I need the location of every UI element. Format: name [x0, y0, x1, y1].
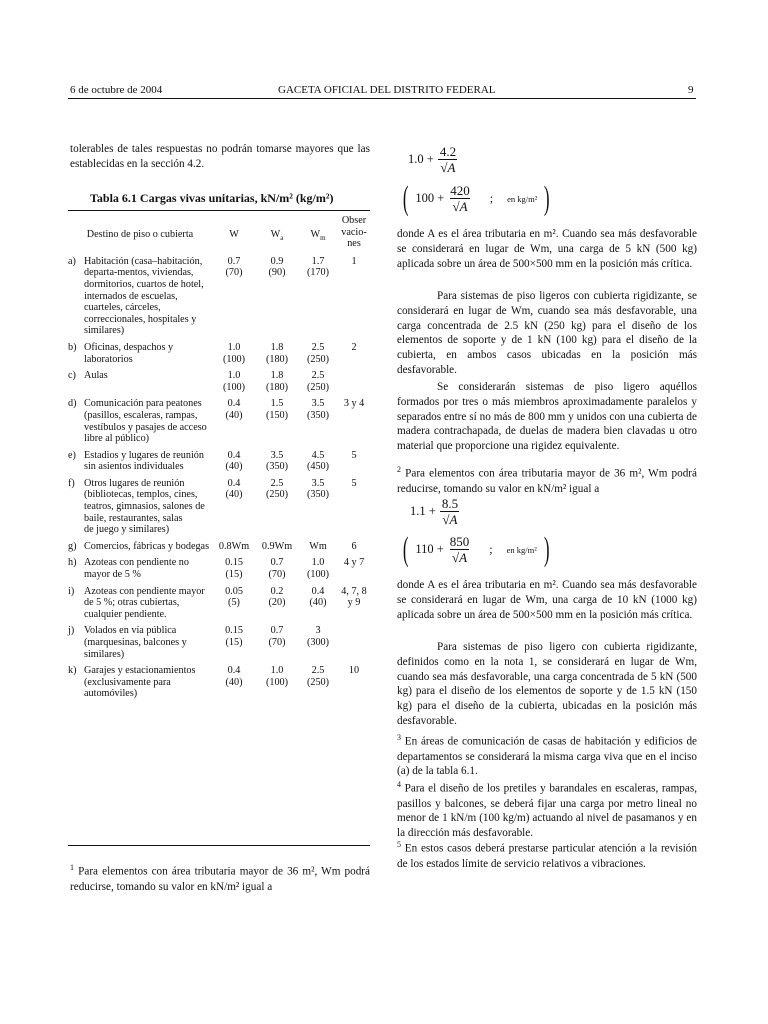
row-obs: 4 y 7 [343, 557, 365, 569]
table-top-rule [68, 210, 370, 211]
table-row [68, 250, 370, 337]
col-wm: $W_m$ [310, 229, 326, 243]
footnote-5-text: En estos casos deberá prestarse particular atención a la revisión de los estados límite de servicio relativos a vibraciones. [397, 842, 697, 870]
row-obs: 10 [348, 665, 360, 677]
equation-4: ( 110 + $\frac{850}{√A}$ ; en kg/m² ) [402, 530, 550, 568]
row-obs: 1 [351, 255, 357, 267]
page-number: 9 [688, 84, 694, 96]
footnote-4 [397, 778, 697, 841]
footnote-5 [397, 838, 697, 871]
row-obs [338, 620, 370, 660]
row-wa: 0.7 (70) [268, 557, 286, 581]
row-wa: 0.9Wm [261, 540, 293, 552]
row-w: 0.4 (40) [225, 398, 243, 421]
row-label: f) [68, 477, 75, 489]
row-obs: 2 [351, 341, 357, 353]
equation-3: 1.1 + $\frac{8.5}{√A}$ [410, 496, 459, 527]
row-obs: 4, 7, 8 y 9 [341, 585, 367, 609]
footnote-1-mark: 1 [70, 863, 74, 872]
table-header-row [68, 213, 370, 250]
row-destino: Otros lugares de reunión (bibliotecas, templos, cines, teatros, gimnasios, salones de baile, restaurantes, salas de juego y similares) [84, 477, 205, 536]
col-obs: Obser vacio- nes [341, 215, 367, 250]
footnote-3-mark: 3 [397, 733, 401, 742]
footnote-3 [397, 731, 697, 779]
header-rule [68, 98, 696, 99]
table-row [68, 581, 370, 621]
row-w: 1.0 (100) [222, 370, 246, 393]
row-wm: 3 (300) [306, 625, 330, 648]
row-wa: 2.5 (250) [265, 477, 289, 501]
row-label: h) [68, 557, 77, 569]
table-row [68, 536, 370, 553]
paragraph-3: Se considerarán sistemas de piso ligero aquéllos formados por tres o más miembros aproximadamente paralelos y separados entre sí no más de 800 mm y unidos con una cubierta de madera contrachapada, de duelas de madera bien clavadas u otro material que proporcione una rigidez equivalente. [397, 381, 697, 453]
paragraph-1: donde A es el área tributaria en m². Cuando sea más desfavorable se considerará en lugar de Wm, una carga de 5 kN (500 kg) aplicada sobre un área de 500×500 mm en la posición más crítica. [397, 228, 697, 270]
row-wm: 3.5 (350) [306, 398, 330, 421]
row-w: 0.15 (15) [225, 625, 243, 648]
row-label: d) [68, 398, 77, 410]
live-loads-table [68, 213, 370, 700]
paragraph-2: Para sistemas de piso ligeros con cubierta rigidizante, se considerará en lugar de Wm, cuando sea más desfavorable, una carga concentrada de 2.5 kN (250 kg) para el diseño de los elementos de soporte y de 1 kN (100 kg) para el diseño de la cubierta, en ambos casos ubicadas en la posición más desfavorable. [397, 290, 697, 376]
row-wa: 0.7 (70) [268, 625, 286, 648]
row-destino: Azoteas con pendiente mayor de 5 %; otras cubiertas, cualquier pendiente. [84, 585, 205, 620]
footnote-4-mark: 4 [397, 780, 401, 789]
row-obs: 3 y 4 [343, 398, 365, 410]
footnote-2 [397, 463, 697, 496]
row-label: e) [68, 449, 76, 461]
col-w: W [229, 229, 239, 240]
row-wm: 2.5 (250) [306, 665, 330, 688]
row-wm: 0.4 (40) [309, 585, 327, 609]
row-destino: Azoteas con pendiente no mayor de 5 % [84, 557, 189, 581]
row-wm: 2.5 (250) [306, 370, 330, 393]
row-label: b) [68, 341, 77, 353]
row-label: g) [68, 540, 77, 552]
footnote-5-mark: 5 [397, 840, 401, 849]
row-w: 0.4 (40) [225, 477, 243, 501]
table-row [68, 365, 370, 393]
row-w: 1.0 (100) [222, 341, 246, 365]
row-wa: 0.2 (20) [268, 585, 286, 609]
row-obs: 6 [351, 540, 357, 552]
footnote-2-mark: 2 [397, 465, 401, 474]
table-row [68, 393, 370, 444]
header-title: GACETA OFICIAL DEL DISTRITO FEDERAL [278, 84, 496, 96]
row-wm: 2.5 (250) [306, 341, 330, 365]
row-destino: Comercios, fábricas y bodegas [84, 540, 210, 552]
footnote-4-text: Para el diseño de los pretiles y barandales en escaleras, rampas, pasillos y balcones, se deberá fijar una carga por metro lineal no menor de 1 kN/m (100 kg/m) actuando al nivel de pasamanos y en la dirección más desfavorable. [397, 782, 697, 840]
row-w: 0.7 (70) [225, 255, 243, 279]
row-wm: 1.0 (100) [306, 557, 330, 581]
equation-2: ( 100 + $\frac{420}{√A}$ ; en kg/m² ) [402, 179, 550, 217]
footnote-2-text: Para elementos con área tributaria mayor de 36 m², Wm podrá reducirse, tomando su valor en kN/m² igual a [397, 467, 697, 495]
row-w: 0.8Wm [218, 540, 250, 552]
row-label: k) [68, 665, 77, 677]
table-title: Tabla 6.1 Cargas vivas unitarias, kN/m² (kg/m²) [90, 191, 334, 205]
row-wm: 1.7 (170) [306, 255, 330, 279]
table-row [68, 445, 370, 473]
row-wa: 1.5 (150) [265, 398, 289, 421]
table-row [68, 337, 370, 365]
row-wm: 3.5 (350) [306, 477, 330, 501]
paragraph-5: Para sistemas de piso ligero con cubierta rigidizante, definidos como en la nota 1, se considerará en lugar de Wm, cuando sea más desfavorable, una carga concentrada de 5 kN (500 kg) para el diseño de los elementos de soporte y de 1.5 kN (150 kg) para el diseño de la cubierta, ubicadas en la posición más desfavorable. [397, 641, 697, 727]
footnote-3-text: En áreas de comunicación de casas de habitación y edificios de departamentos se considerará la misma carga viva que en el inciso (a) de la tabla 6.1. [397, 735, 698, 778]
row-wm: Wm [309, 540, 327, 552]
row-obs [338, 365, 370, 393]
table-row [68, 660, 370, 700]
row-obs: 5 [351, 449, 357, 461]
row-label: j) [68, 625, 75, 637]
equation-1: 1.0 + $\frac{4.2}{√A}$ [408, 144, 457, 175]
row-destino: Comunicación para peatones (pasillos, escaleras, rampas, vestíbulos y pasajes de acceso libre al público) [84, 398, 207, 445]
row-label: i) [68, 585, 75, 597]
table-row [68, 620, 370, 660]
row-label: c) [68, 370, 76, 382]
intro-paragraph: tolerables de tales respuestas no podrán tomarse mayores que las establecidas en la sección 4.2. [70, 143, 370, 170]
col-wa: $W_a$ [270, 229, 284, 243]
row-destino: Habitación (casa–habitación, departa-mentos, viviendas, dormitorios, cuartos de hotel, internados de escuelas, cuarteles, cárceles, correccionales, hospitales y similares) [84, 255, 204, 337]
row-wa: 1.0 (100) [265, 665, 289, 688]
row-w: 0.05 (5) [225, 585, 243, 609]
row-destino: Volados en vía pública (marquesinas, balcones y similares) [84, 625, 187, 660]
row-destino: Estadios y lugares de reunión sin asientos individuales [84, 449, 204, 473]
row-wa: 1.8 (180) [265, 341, 289, 365]
row-w: 0.4 (40) [225, 449, 243, 473]
row-destino: Aulas [84, 370, 108, 382]
table-bottom-rule [68, 845, 370, 846]
col-destino: Destino de piso o cubierta [86, 229, 194, 240]
footnote-1-text: Para elementos con área tributaria mayor de 36 m², Wm podrá reducirse, tomando su valor en kN/m² igual a [70, 865, 370, 893]
row-wa: 3.5 (350) [265, 449, 289, 473]
row-destino: Garajes y estacionamientos (exclusivamente para automóviles) [84, 665, 196, 700]
table-row [68, 473, 370, 536]
row-wm: 4.5 (450) [306, 449, 330, 473]
row-obs: 5 [351, 477, 357, 489]
row-label: a) [68, 255, 76, 267]
row-w: 0.15 (15) [225, 557, 243, 581]
row-destino: Oficinas, despachos y laboratorios [84, 341, 174, 365]
table-row [68, 552, 370, 580]
paragraph-4: donde A es el área tributaria en m². Cuando sea más desfavorable se considerará en lugar de Wm, una carga de 10 kN (1000 kg) aplicada sobre un área de 500×500 mm en la posición más crítica. [397, 579, 697, 621]
row-wa: 1.8 (180) [265, 370, 289, 393]
row-wa: 0.9 (90) [268, 255, 286, 279]
row-w: 0.4 (40) [225, 665, 243, 688]
footnote-1 [70, 861, 370, 894]
header-date: 6 de octubre de 2004 [70, 84, 163, 96]
